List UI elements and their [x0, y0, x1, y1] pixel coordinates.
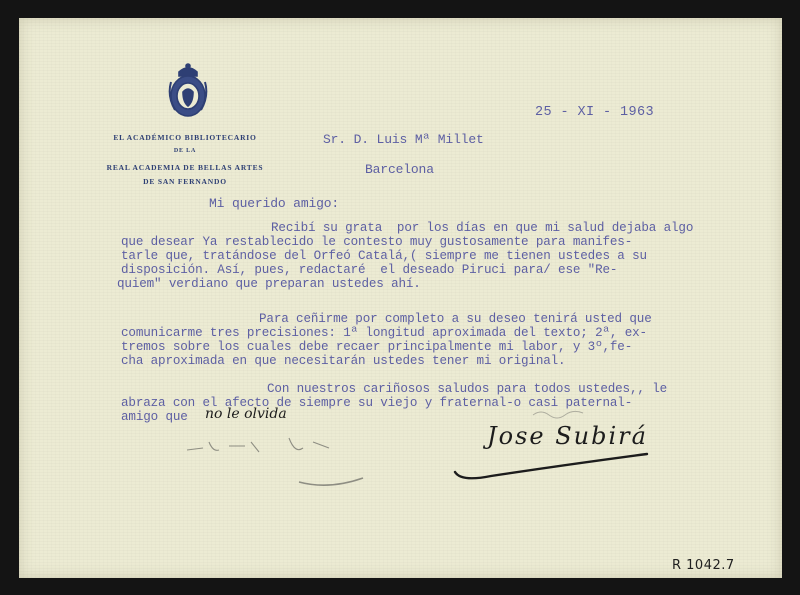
- paragraph-1-line-2: que desear Ya restablecido le contesto muy gustosamente para manifes-: [121, 235, 633, 249]
- addressee-city: Barcelona: [365, 162, 434, 177]
- paragraph-3-line-3: amigo que: [121, 410, 188, 424]
- faded-handwriting: [531, 407, 591, 419]
- handwritten-closing: no le olvida: [205, 406, 287, 422]
- signature: Jose Subirá: [487, 422, 648, 450]
- letterhead-de-la: DE LA: [173, 148, 197, 154]
- letterhead-title: EL ACADÉMICO BIBLIOTECARIO: [113, 133, 257, 142]
- paragraph-2-line-3: tremos sobre los cuales debe recaer principalmente mi labor, y 3º,fe-: [121, 340, 633, 354]
- paragraph-1-line-1: Recibí su grata por los días en que mi salud dejaba algo: [271, 221, 694, 235]
- letterhead-location: DE SAN FERNANDO: [143, 177, 227, 186]
- faded-signature-bleedthrough: [179, 428, 379, 498]
- addressee: Sr. D. Luis Mª Millet: [323, 132, 484, 147]
- signature-underline: [451, 442, 651, 482]
- paragraph-2-line-4: cha aproximada en que necesitarán ustedes tener mi original.: [121, 354, 566, 368]
- paragraph-1-line-3: tarle que, tratándose del Orfeó Catalá,( siempre me tienen ustedes a su: [121, 249, 647, 263]
- paragraph-2-line-2: comunicarme tres precisiones: 1ª longitud aproximada del texto; 2ª, ex-: [121, 326, 647, 340]
- archive-catalog-number: R 1042.7: [672, 558, 735, 573]
- greeting: Mi querido amigo:: [209, 196, 340, 211]
- letterhead-academy: REAL ACADEMIA DE BELLAS ARTES: [106, 163, 264, 172]
- letter-sheet: [19, 18, 782, 578]
- paragraph-1-line-5: quiem" verdiano que preparan ustedes ahí.: [117, 277, 421, 291]
- paragraph-3-line-2: abraza con el afecto de siempre su viejo y fraternal-o casi paternal-: [121, 396, 633, 410]
- letter-date: 25 - XI - 1963: [535, 105, 655, 120]
- paragraph-2-line-1: Para ceñirme por completo a su deseo tenirá usted que: [259, 312, 652, 326]
- paragraph-3-line-1: Con nuestros cariñosos saludos para todos ustedes,, le: [267, 382, 668, 396]
- paragraph-1-line-4: disposición. Así, pues, redactaré el deseado Piruci para/ ese "Re-: [121, 263, 618, 277]
- royal-crest-icon: [167, 62, 209, 120]
